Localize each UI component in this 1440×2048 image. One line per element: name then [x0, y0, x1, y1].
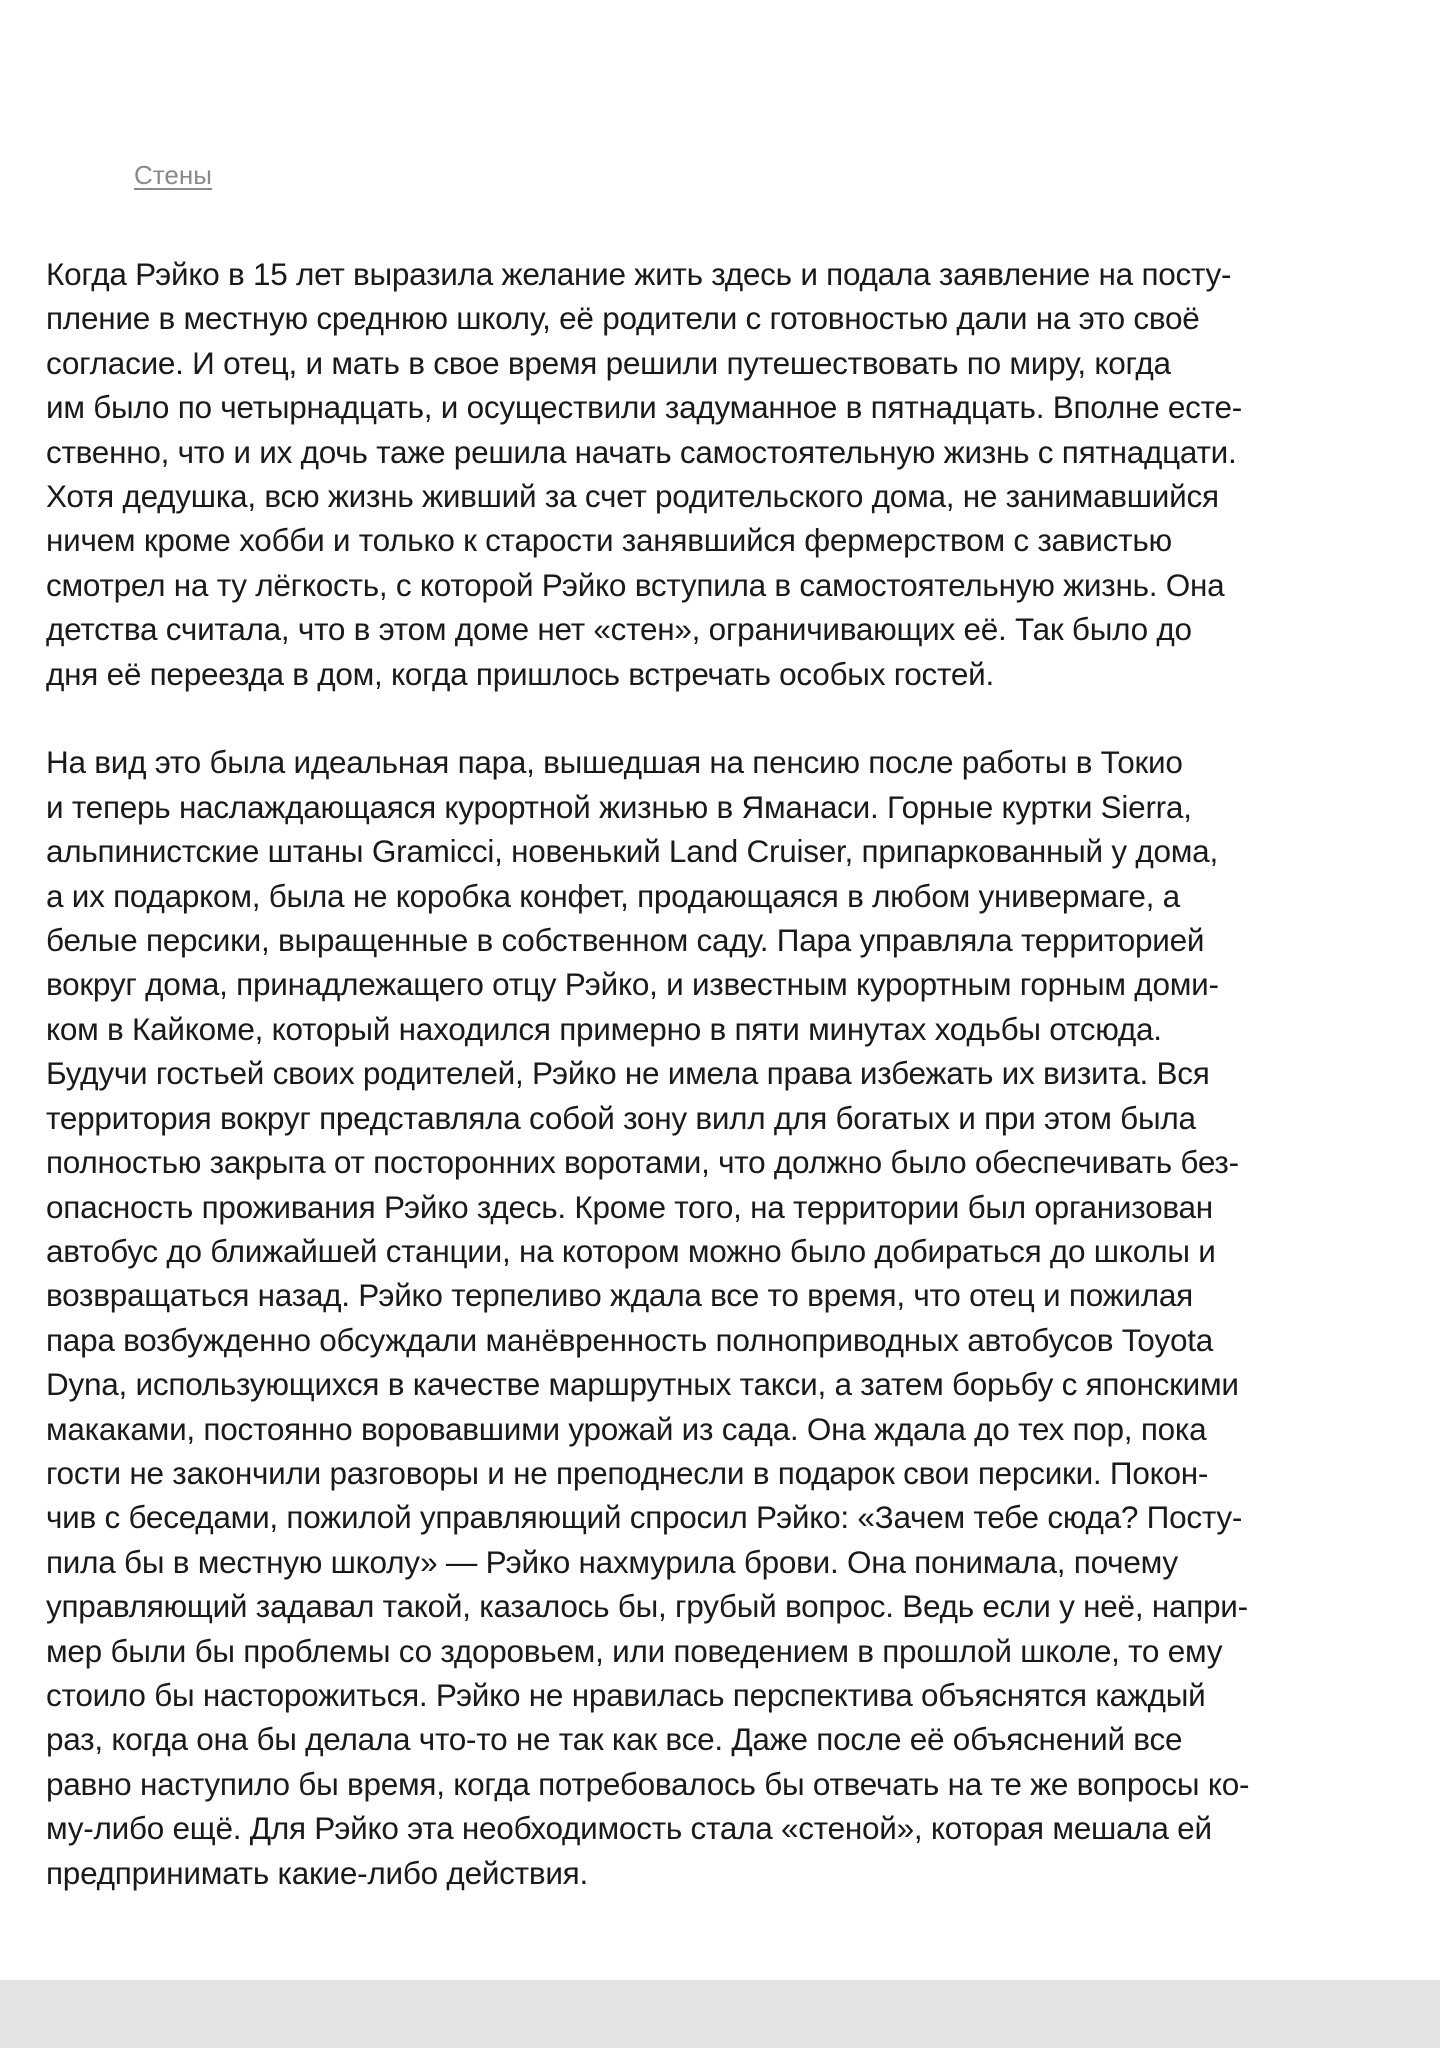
- text-line: согласие. И отец, и мать в свое время решили путешествовать по миру, когда: [46, 344, 1171, 381]
- text-line: На вид это была идеальная пара, вышедшая на пенсию после работы в Токио: [46, 744, 1183, 781]
- chapter-title-link[interactable]: Стены: [134, 160, 212, 190]
- text-line: Когда Рэйко в 15 лет выразила желание жить здесь и подала заявление на посту-: [46, 256, 1232, 292]
- text-line: му-либо ещё. Для Рэйко эта необходимость стала «стеной», которая мешала ей: [46, 1810, 1212, 1847]
- text-line: альпинистские штаны Gramicci, новенький Land Cruiser, припаркованный у дома,: [46, 833, 1218, 870]
- text-line: ком в Кайкоме, который находился примерно в пяти минутах ходьбы отсюда.: [46, 1010, 1162, 1047]
- text-line: предпринимать какие-либо действия.: [46, 1854, 588, 1891]
- text-line: пара возбужденно обсуждали манёвренность полноприводных автобусов Toyota: [46, 1321, 1214, 1358]
- text-line: территория вокруг представляла собой зону вилл для богатых и при этом была: [46, 1099, 1196, 1136]
- text-line: макаками, постоянно воровавшими урожай из сада. Она ждала до тех пор, пока: [46, 1410, 1207, 1447]
- text-line: белые персики, выращенные в собственном саду. Пара управляла территорией: [46, 922, 1205, 959]
- text-line: Dyna, использующихся в качестве маршрутных такси, а затем борьбу с японскими: [46, 1366, 1239, 1403]
- paragraph: [46, 252, 1416, 696]
- text-line: опасность проживания Рэйко здесь. Кроме того, на территории был организован: [46, 1188, 1213, 1225]
- text-line: ничем кроме хобби и только к старости занявшийся фермерством с завистью: [46, 522, 1172, 559]
- text-line: пление в местную среднюю школу, её родители с готовностью дали на это своё: [46, 300, 1200, 337]
- document-body: [46, 252, 1416, 1895]
- paragraph-spacer: [46, 696, 1416, 740]
- text-line: а их подарком, была не коробка конфет, продающаяся в любом универмаге, а: [46, 877, 1180, 914]
- text-line: автобус до ближайшей станции, на котором можно было добираться до школы и: [46, 1232, 1216, 1269]
- text-line: стоило бы насторожиться. Рэйко не нравилась перспектива объяснятся каждый: [46, 1676, 1206, 1713]
- text-line: ственно, что и их дочь таже решила начать самостоятельную жизнь с пятнадцати.: [46, 433, 1237, 470]
- text-line: равно наступило бы время, когда потребовалось бы отвечать на те же вопросы ко-: [46, 1765, 1250, 1802]
- paragraph: [46, 740, 1416, 1895]
- text-line: детства считала, что в этом доме нет «стен», ограничивающих её. Так было до: [46, 611, 1192, 648]
- text-line: вокруг дома, принадлежащего отцу Рэйко, и известным курортным горным доми-: [46, 966, 1219, 1003]
- text-line: полностью закрыта от посторонних воротами, что должно было обеспечивать без-: [46, 1144, 1239, 1181]
- text-line: и теперь наслаждающаяся курортной жизнью в Яманаси. Горные куртки Sierra,: [46, 788, 1192, 825]
- text-line: смотрел на ту лёгкость, с которой Рэйко вступила в самостоятельную жизнь. Она: [46, 566, 1225, 603]
- bottom-bar: [0, 1980, 1440, 2048]
- text-line: мер были бы проблемы со здоровьем, или поведением в прошлой школе, то ему: [46, 1632, 1223, 1669]
- text-line: Будучи гостьей своих родителей, Рэйко не имела права избежать их визита. Вся: [46, 1055, 1210, 1092]
- text-line: возвращаться назад. Рэйко терпеливо ждала все то время, что отец и пожилая: [46, 1277, 1193, 1314]
- text-line: управляющий задавал такой, казалось бы, грубый вопрос. Ведь если у неё, напри-: [46, 1588, 1248, 1625]
- text-line: Хотя дедушка, всю жизнь живший за счет родительского дома, не занимавшийся: [46, 478, 1219, 515]
- text-line: чив с беседами, пожилой управляющий спросил Рэйко: «Зачем тебе сюда? Посту-: [46, 1499, 1243, 1536]
- text-line: пила бы в местную школу» — Рэйко нахмурила брови. Она понимала, почему: [46, 1543, 1178, 1580]
- text-line: раз, когда она бы делала что-то не так как все. Даже после её объяснений все: [46, 1721, 1183, 1758]
- text-line: гости не закончили разговоры и не преподнесли в подарок свои персики. Покон-: [46, 1454, 1209, 1491]
- text-line: им было по четырнадцать, и осуществили задуманное в пятнадцать. Вполне есте-: [46, 389, 1242, 426]
- text-line: дня её переезда в дом, когда пришлось встречать особых гостей.: [46, 655, 994, 692]
